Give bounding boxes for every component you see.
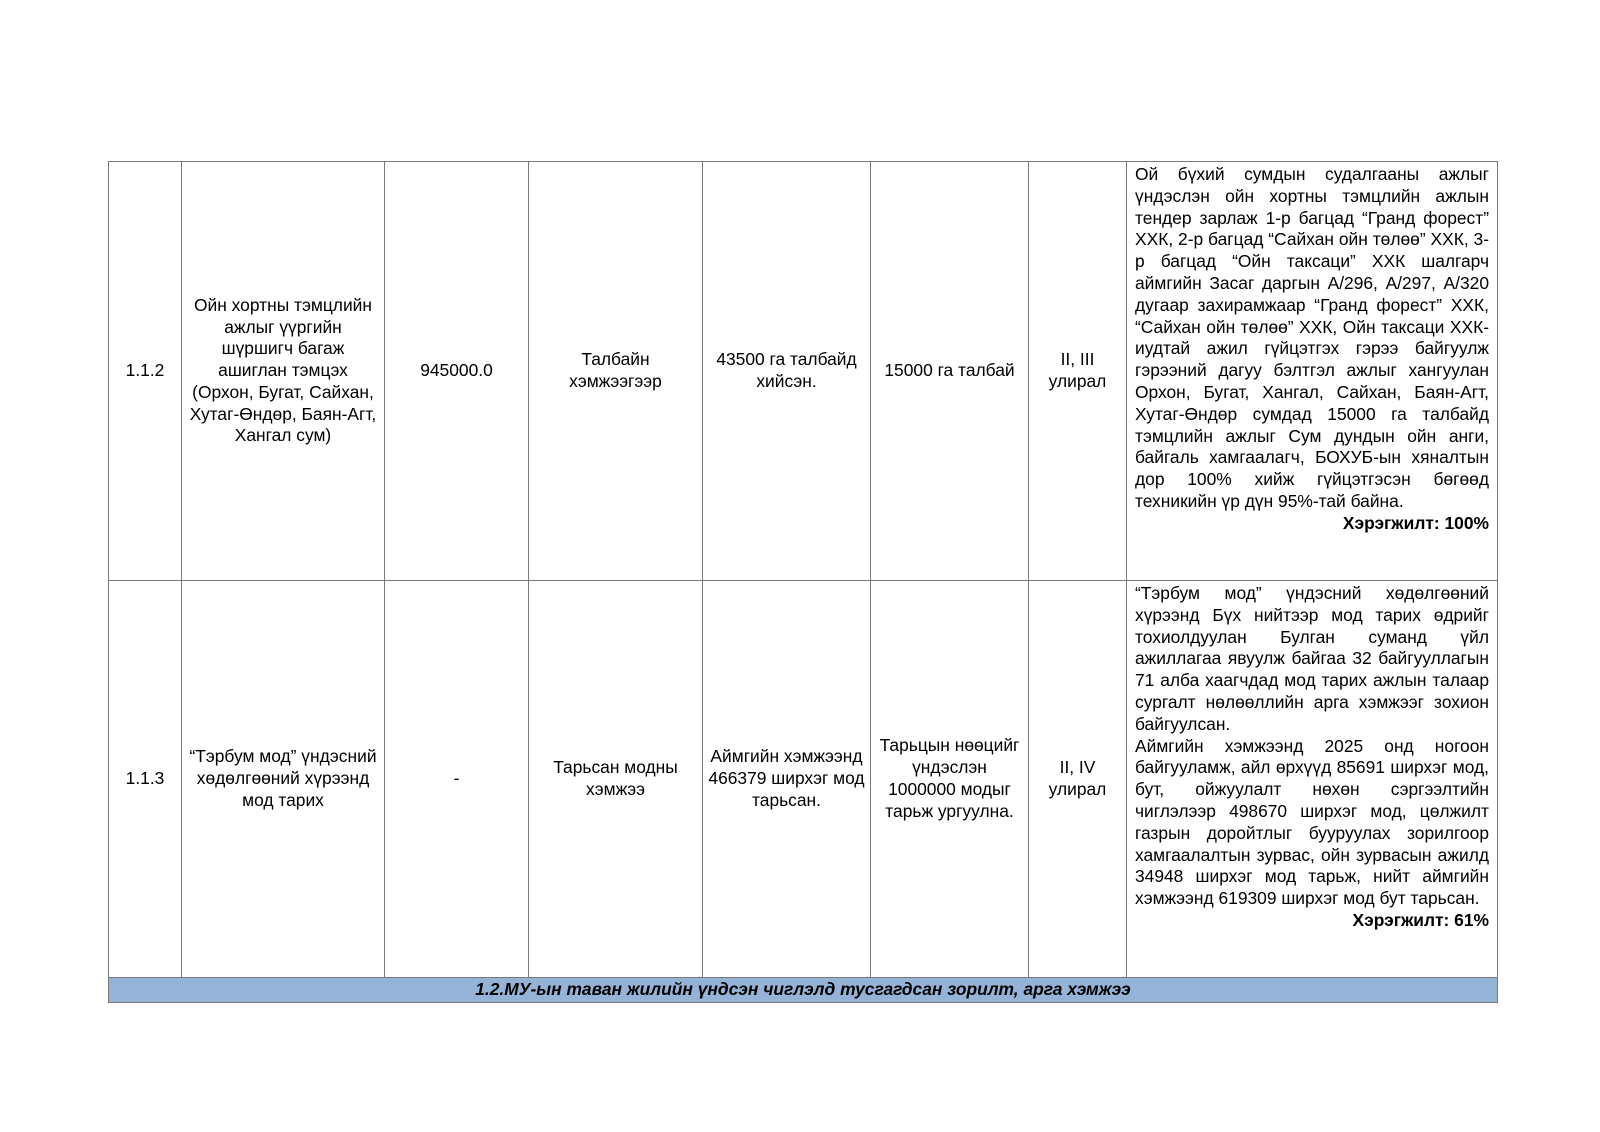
implementation-report (1127, 162, 1498, 581)
target-level: Тарьцын нөөцийг үндэслэн 1000000 модыг тарьж ургуулна. (871, 581, 1029, 978)
row-number: 1.1.3 (109, 581, 182, 978)
section-heading-row (109, 978, 1498, 1003)
table-row (109, 581, 1498, 978)
activity-name: Ойн хортны тэмцлийн ажлыг үүргийн шүршигч багаж ашиглан тэмцэх (Орхон, Бугат, Сайхан, Хутаг-Өндөр, Баян-Агт, Хангал сум) (182, 162, 385, 581)
indicator: Талбайн хэмжээгээр (529, 162, 703, 581)
report-paragraph: Ой бүхий сумдын судалгааны ажлыг үндэслэн ойн хортны тэмцлийн ажлын тендер зарлаж 1-р багцад “Гранд форест” ХХК, 2-р багцад “Сайхан ойн төлөө” ХХК, 3-р багцад “Ойн таксаци” ХХК шалгарч аймгийн Засаг даргын А/296, А/297, А/320 дугаар захирамжаар “Гранд форест” ХХК, “Сайхан ойн төлөө” ХХК, Ойн таксаци ХХК-иудтай ажил гүйцэтгэх гэрээ байгуулж гэрээний дагуу бэлтгэл ажлыг хангуулан Орхон, Бугат, Хангал, Сайхан, Баян-Агт, Хутаг-Өндөр сумдад 15000 га талбайд тэмцлийн ажлыг Сум дундын ойн анги, байгаль хамгаалагч, БОХУБ-ын хяналтын дор 100% хийж гүйцэтгэсэн бөгөөд техникийн үр дүн 95%-тай байна. (1135, 164, 1489, 511)
activity-name: “Тэрбум мод” үндэсний хөдөлгөөний хүрээнд мод тарих (182, 581, 385, 978)
fulfillment-percentage: Хэрэгжилт: 61% (1352, 909, 1489, 930)
row-number: 1.1.2 (109, 162, 182, 581)
report-paragraph: Аймгийн хэмжээнд 2025 онд ногоон байгууламж, айл өрхүүд 85691 ширхэг мод, бут, ойжуулалт нөхөн сэргээлтийн чиглэлээр 498670 ширхэг мод, цөлжилт газрын доройтлыг бууруулах зорилгоор хамгаалалтын зурвас, ойн зурвасын ажилд 34948 ширхэг мод тарьж, нийт аймгийн хэмжээнд 619309 ширхэг мод бут тарьсан. (1135, 735, 1489, 909)
implementation-report (1127, 581, 1498, 978)
target-level: 15000 га талбай (871, 162, 1029, 581)
budget-amount: - (385, 581, 529, 978)
indicator: Тарьсан модны хэмжээ (529, 581, 703, 978)
report-table (108, 161, 1498, 1003)
fulfillment-percentage: Хэрэгжилт: 100% (1342, 512, 1489, 533)
baseline-level: 43500 га талбайд хийсэн. (703, 162, 871, 581)
implementation-period: II, III улирал (1029, 162, 1127, 581)
table-row (109, 162, 1498, 581)
section-heading: 1.2.МУ-ын таван жилийн үндсэн чиглэлд тусгагдсан зорилт, арга хэмжээ (109, 978, 1498, 1003)
implementation-period: II, IV улирал (1029, 581, 1127, 978)
budget-amount: 945000.0 (385, 162, 529, 581)
report-paragraph: “Тэрбум мод” үндэсний хөдөлгөөний хүрээнд Бүх нийтээр мод тарих өдрийг тохиолдуулан Булган суманд үйл ажиллагаа явуулж байгаа 32 байгууллагын 71 алба хаагчдад мод тарих ажлын талаар сургалт нөлөөллийн арга хэмжээг зохион байгуулсан. (1135, 583, 1489, 734)
baseline-level: Аймгийн хэмжээнд 466379 ширхэг мод тарьсан. (703, 581, 871, 978)
